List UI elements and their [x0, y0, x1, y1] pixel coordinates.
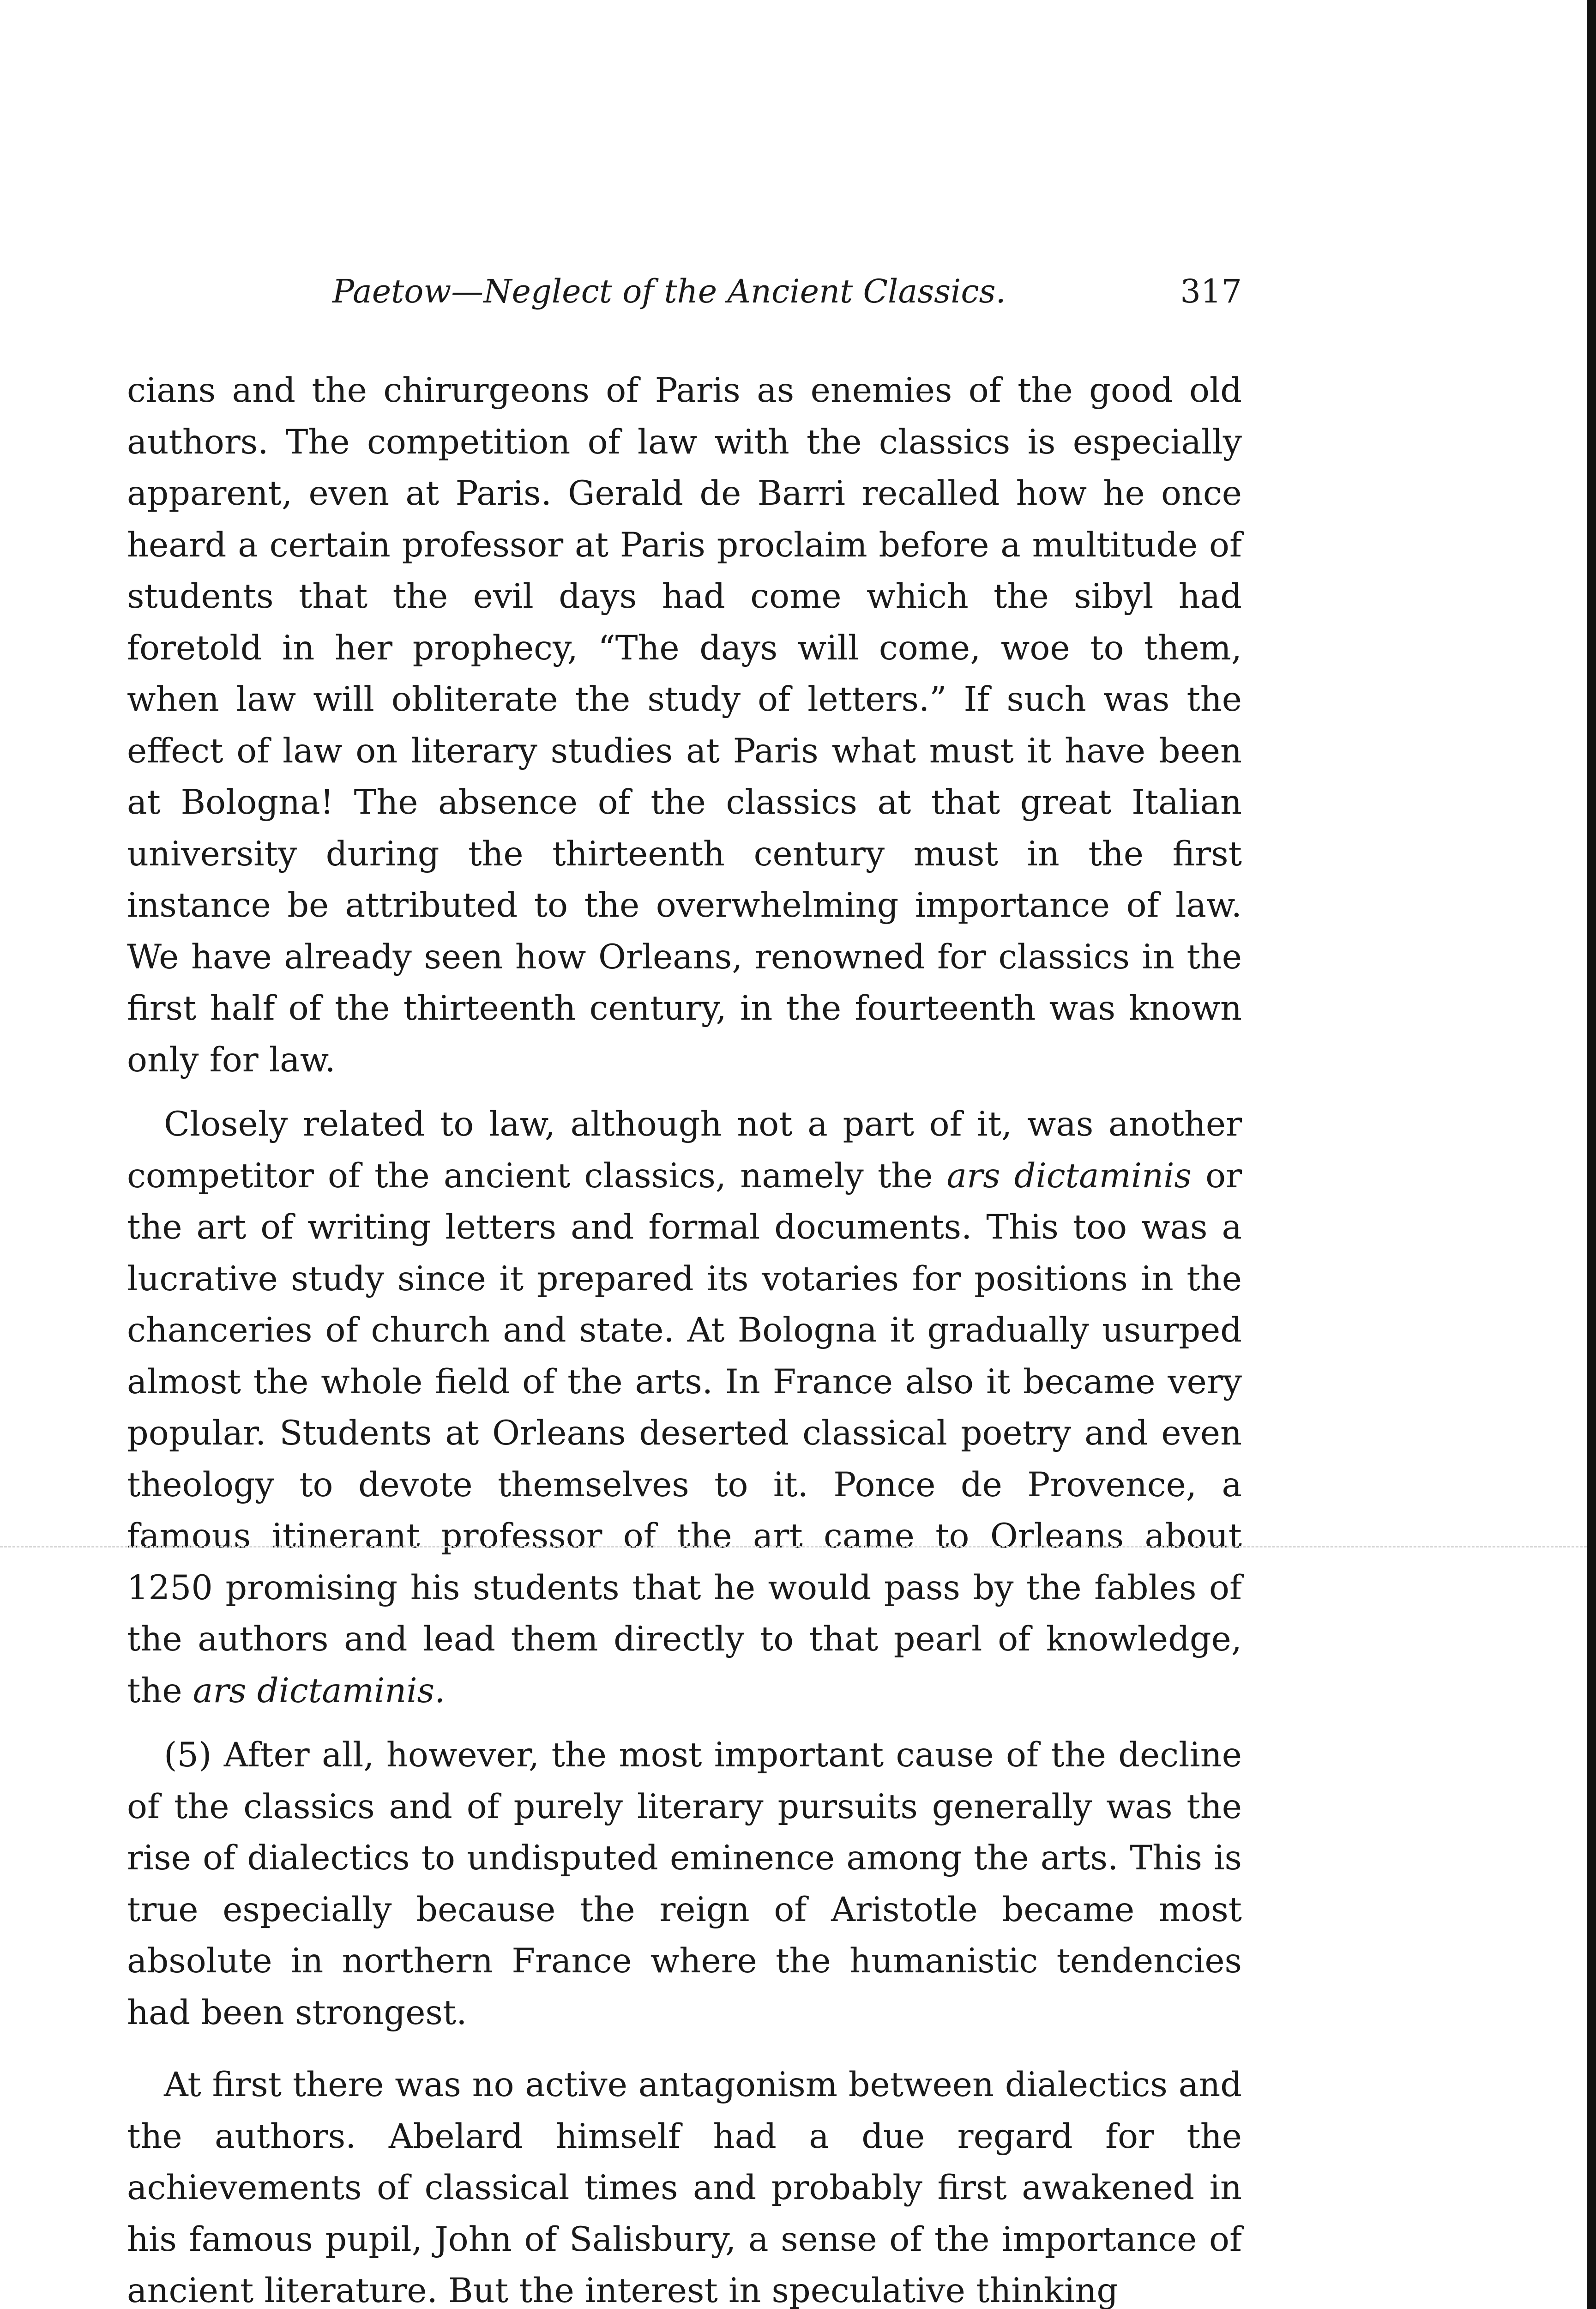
page-number: 317 — [1180, 272, 1242, 310]
paragraph-dialectics-rise: (5) After all, however, the most important cause of the decline of the classics and of purely literary pursuits generally was the rise of dialectics to undisputed eminence among the arts. This is true especially because the reign of Aristotle became most absolute in northern France where the humanistic tendencies had been strongest. — [127, 1735, 1242, 2032]
paragraph-law-competition: cians and the chirurgeons of Paris as enemies of the good old authors. The competition of law with the classics is especially apparent, even at Paris. Gerald de Barri recalled how he once heard a certain professor at Paris proclaim before a multitude of students that the evil days had come which the sibyl had foretold in her prophecy, “The days will come, woe to them, when law will obliterate the study of letters.” If such was the effect of law on literary studies at Paris what must it have been at Bologna! The absence of the classics at that great Italian university during the thirteenth century must in the first instance be attributed to the overwhelming importance of law. We have already seen how Orleans, renowned for classics in the first half of the thirteenth century, in the fourteenth was known only for law. — [127, 371, 1242, 1080]
running-title: Paetow—Neglect of the Ancient Classics. — [332, 272, 1006, 310]
paragraph-text: or the art of writing letters and formal documents. This too was a lucrative study since it prepared its votaries for positions in the chanceries of church and state. At Bologna it gradually usurped almost the whole field of the arts. In France also it became very popular. Students at Orleans deserted classical poetry and even theology to devote themselves to it. Ponce de Provence, a famous itinerant professor of the art came to Orleans about 1250 promising his students that he would pass by the fables of the authors and lead them directly to that pearl of knowledge, the — [127, 1156, 1242, 1711]
body-text — [127, 365, 1242, 2309]
scan-fold-line — [0, 1546, 1587, 1547]
paragraph-ars-dictaminis — [127, 1099, 1242, 1717]
italic-term: ars dictaminis. — [193, 1671, 446, 1711]
scan-edge-right — [1587, 0, 1596, 2309]
running-head — [129, 272, 1242, 328]
paragraph-abelard: At first there was no active antagonism between dialectics and the authors. Abelard himself had a due regard for the achievements of classical times and probably first awakened in his famous pupil, John of Salisbury, a sense of the importance of ancient literature. But the interest in speculative thinking — [127, 2065, 1242, 2309]
paragraph-text: Closely related to law, although not a part of it, was another competitor of the ancient classics, namely the — [127, 1105, 1242, 1196]
italic-term: ars dictaminis — [946, 1156, 1192, 1196]
